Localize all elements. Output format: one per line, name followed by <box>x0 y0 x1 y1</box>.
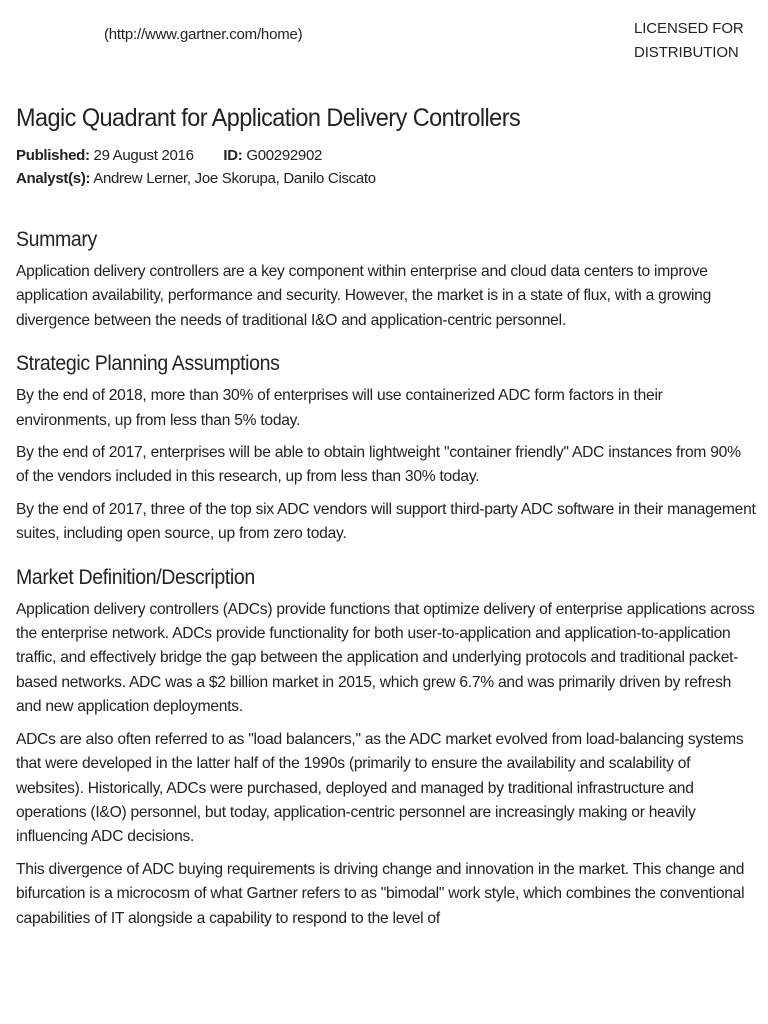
market-definition-heading: Market Definition/Description <box>16 565 255 589</box>
assumption-paragraph: By the end of 2018, more than 30% of enterprises will use containerized ADC form factors in their environments, up from less than 5% today. <box>16 387 663 429</box>
document-title: Magic Quadrant for Application Delivery Controllers <box>16 104 521 132</box>
document-content <box>16 100 756 939</box>
analysts-label: Analyst(s): <box>16 170 91 187</box>
published-label: Published: <box>16 147 90 164</box>
market-paragraph: This divergence of ADC buying requirements is driving change and innovation in the market. This change and bifurcation is a microcosm of what Gartner refers to as "bimodal" work style, which combines the conventional capabilities of IT alongside a capability to respond to the level of <box>16 860 745 927</box>
license-notice <box>634 17 764 65</box>
license-line-1: LICENSED FOR <box>634 20 744 37</box>
summary-section <box>16 225 756 333</box>
analysts-line <box>16 167 756 190</box>
strategic-planning-heading: Strategic Planning Assumptions <box>16 352 280 376</box>
gartner-home-link[interactable]: (http://www.gartner.com/home) <box>104 26 303 43</box>
market-paragraph: Application delivery controllers (ADCs) provide functions that optimize delivery of enterprise applications across the enterprise network. ADCs provide functionality for both user-to-application and application-to-application traffic, and effectively bridge the gap between the application and underlying protocols and traditional packet-based networks. ADC was a $2 billion market in 2015, which grew 6.7% and was primarily driven by refresh and new application deployments. <box>16 600 755 716</box>
summary-paragraph: Application delivery controllers are a key component within enterprise and cloud data centers to improve application availability, performance and security. However, the market is in a state of flux, with a growing divergence between the needs of traditional I&O and application-centric personnel. <box>16 263 712 329</box>
published-date: 29 August 2016 <box>93 147 194 164</box>
assumption-paragraph: By the end of 2017, enterprises will be able to obtain lightweight "container friendly" ADC instances from 90% of the vendors included in this research, up from less than 30% today. <box>16 444 741 486</box>
market-paragraph: ADCs are also often referred to as "load balancers," as the ADC market evolved from load-balancing systems that were developed in the latter half of the 1990s (primarily to ensure the availability and scalability of websites). Historically, ADCs were purchased, deployed and managed by traditional infrastructure and operations (I&O) personnel, but today, application-centric personnel are increasingly making or heavily influencing ADC decisions. <box>16 730 744 846</box>
license-line-2: DISTRIBUTION <box>634 44 739 61</box>
market-definition-section <box>16 563 756 931</box>
analysts-names: Andrew Lerner, Joe Skorupa, Danilo Ciscato <box>93 170 376 187</box>
assumption-paragraph: By the end of 2017, three of the top six ADC vendors will support third-party ADC software in their management suites, including open source, up from zero today. <box>16 500 756 543</box>
summary-heading: Summary <box>16 228 97 251</box>
publication-meta <box>16 144 756 190</box>
strategic-planning-section <box>16 349 756 546</box>
id-label: ID: <box>223 147 243 164</box>
document-id: G00292902 <box>246 147 323 164</box>
published-line <box>16 144 756 167</box>
